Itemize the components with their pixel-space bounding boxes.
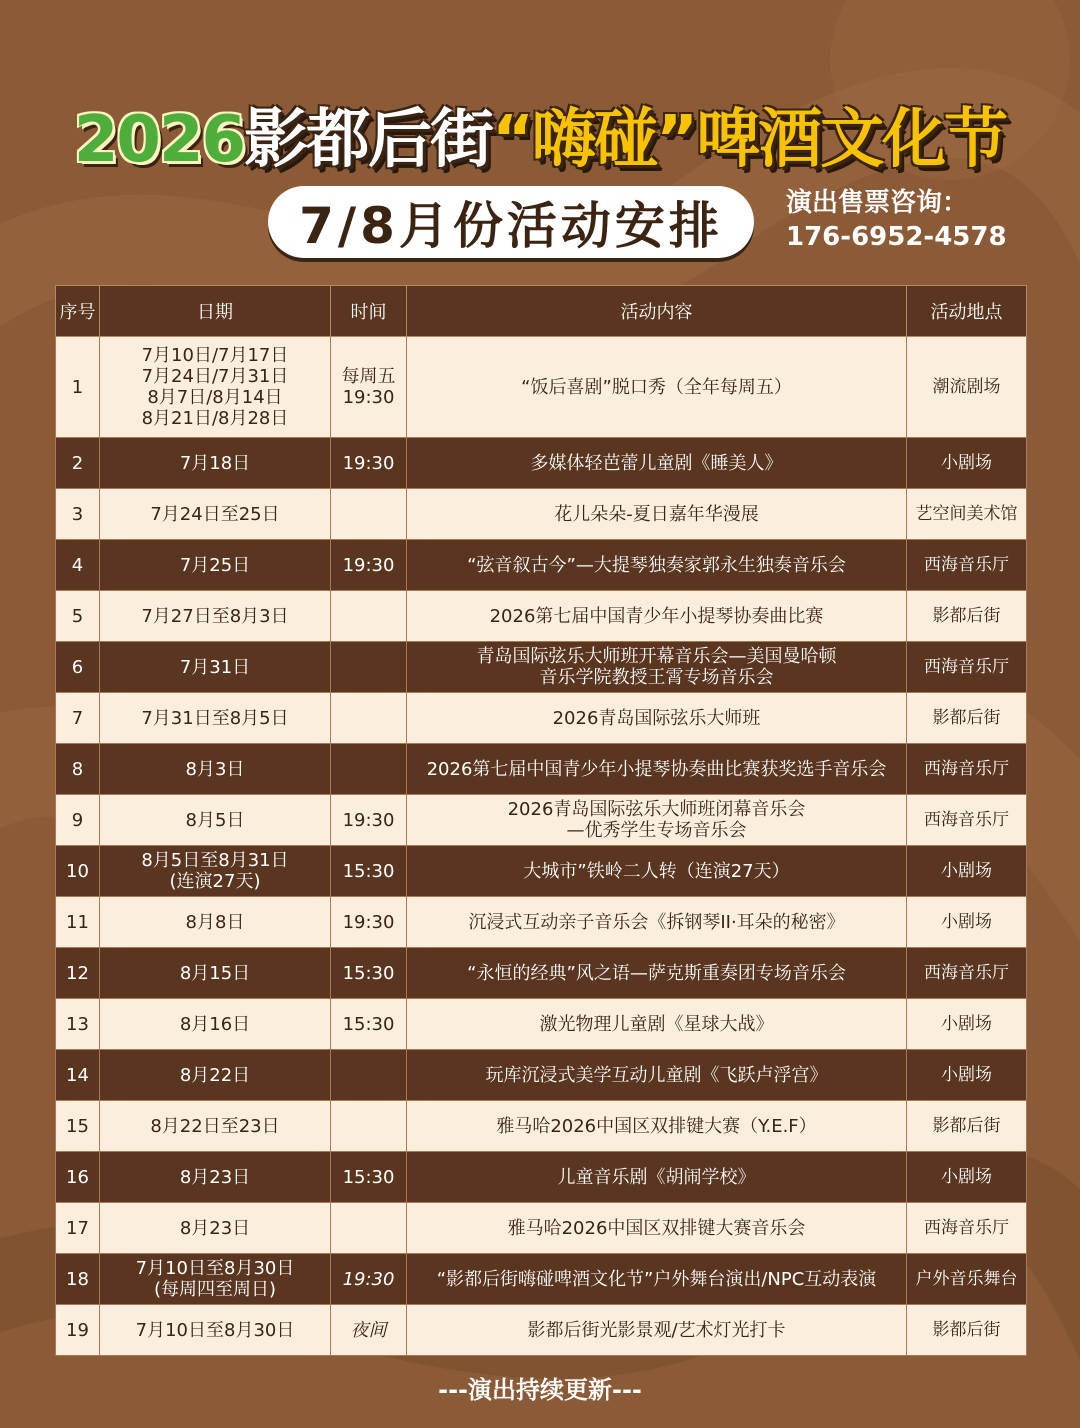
cell-date: 8月16日 <box>100 999 331 1050</box>
cell-no: 9 <box>56 795 100 846</box>
table-row <box>56 1152 1027 1203</box>
cell-venue: 艺空间美术馆 <box>907 489 1027 540</box>
cell-no: 6 <box>56 642 100 693</box>
cell-venue: 小剧场 <box>907 999 1027 1050</box>
cell-venue: 西海音乐厅 <box>907 948 1027 999</box>
cell-content: 影都后街光影景观/艺术灯光打卡 <box>407 1305 907 1356</box>
cell-no: 11 <box>56 897 100 948</box>
cell-date: 8月8日 <box>100 897 331 948</box>
cell-time <box>331 1203 407 1254</box>
table-row <box>56 337 1027 438</box>
cell-date: 7月31日 <box>100 642 331 693</box>
cell-no: 1 <box>56 337 100 438</box>
table-row <box>56 1050 1027 1101</box>
cell-content: 青岛国际弦乐大师班开幕音乐会—美国曼哈顿 音乐学院教授王霄专场音乐会 <box>407 642 907 693</box>
contact-label: 演出售票咨询： <box>786 188 969 218</box>
cell-content: 2026第七届中国青少年小提琴协奏曲比赛获奖选手音乐会 <box>407 744 907 795</box>
schedule-table <box>55 285 1027 1356</box>
cell-no: 19 <box>56 1305 100 1356</box>
cell-no: 17 <box>56 1203 100 1254</box>
cell-content: “饭后喜剧”脱口秀（全年每周五） <box>407 337 907 438</box>
cell-date: 7月24日至25日 <box>100 489 331 540</box>
cell-date: 8月23日 <box>100 1152 331 1203</box>
cell-content: 雅马哈2026中国区双排键大赛音乐会 <box>407 1203 907 1254</box>
cell-time <box>331 1101 407 1152</box>
cell-content: 2026第七届中国青少年小提琴协奏曲比赛 <box>407 591 907 642</box>
cell-date: 8月3日 <box>100 744 331 795</box>
header-date: 日期 <box>100 286 331 337</box>
title-part2: 啤酒文化节 <box>696 103 1007 177</box>
table-row <box>56 591 1027 642</box>
cell-venue: 影都后街 <box>907 1305 1027 1356</box>
cell-time <box>331 693 407 744</box>
title-part1: 影都后街 <box>244 103 492 177</box>
table-row <box>56 897 1027 948</box>
subtitle-banner <box>268 186 754 258</box>
cell-time <box>331 744 407 795</box>
table-row <box>56 846 1027 897</box>
contact-phone: 176-6952-4578 <box>786 222 1007 252</box>
cell-venue: 西海音乐厅 <box>907 540 1027 591</box>
cell-no: 13 <box>56 999 100 1050</box>
table-row <box>56 999 1027 1050</box>
cell-venue: 小剧场 <box>907 846 1027 897</box>
cell-date: 8月22日 <box>100 1050 331 1101</box>
header-time: 时间 <box>331 286 407 337</box>
table-row <box>56 438 1027 489</box>
cell-content: 玩库沉浸式美学互动儿童剧《飞跃卢浮宫》 <box>407 1050 907 1101</box>
cell-content: “影都后街嗨碰啤酒文化节”户外舞台演出/NPC互动表演 <box>407 1254 907 1305</box>
ticket-contact <box>786 186 1007 254</box>
poster-title <box>0 88 1080 180</box>
cell-content: 激光物理儿童剧《星球大战》 <box>407 999 907 1050</box>
cell-no: 2 <box>56 438 100 489</box>
table-row <box>56 1101 1027 1152</box>
cell-time: 15:30 <box>331 1152 407 1203</box>
cell-venue: 影都后街 <box>907 591 1027 642</box>
cell-venue: 影都后街 <box>907 693 1027 744</box>
cell-venue: 西海音乐厅 <box>907 744 1027 795</box>
cell-no: 5 <box>56 591 100 642</box>
cell-no: 4 <box>56 540 100 591</box>
table-row <box>56 948 1027 999</box>
title-quote: “嗨碰” <box>492 103 697 177</box>
cell-no: 3 <box>56 489 100 540</box>
cell-time: 15:30 <box>331 999 407 1050</box>
table-row <box>56 795 1027 846</box>
cell-date: 8月22日至23日 <box>100 1101 331 1152</box>
cell-time: 19:30 <box>331 897 407 948</box>
cell-content: 多媒体轻芭蕾儿童剧《睡美人》 <box>407 438 907 489</box>
cell-date: 7月27日至8月3日 <box>100 591 331 642</box>
cell-no: 14 <box>56 1050 100 1101</box>
table-row <box>56 693 1027 744</box>
cell-venue: 西海音乐厅 <box>907 642 1027 693</box>
cell-venue: 影都后街 <box>907 1101 1027 1152</box>
table-row <box>56 744 1027 795</box>
cell-content: 大城市”铁岭二人转（连演27天） <box>407 846 907 897</box>
cell-venue: 西海音乐厅 <box>907 1203 1027 1254</box>
cell-venue: 小剧场 <box>907 897 1027 948</box>
cell-time <box>331 1050 407 1101</box>
cell-date: 7月31日至8月5日 <box>100 693 331 744</box>
cell-time <box>331 591 407 642</box>
cell-date: 8月15日 <box>100 948 331 999</box>
table-row <box>56 489 1027 540</box>
cell-venue: 小剧场 <box>907 1050 1027 1101</box>
cell-venue: 西海音乐厅 <box>907 795 1027 846</box>
title-year: 2026 <box>73 103 244 177</box>
table-row <box>56 1203 1027 1254</box>
cell-time: 19:30 <box>331 1254 407 1305</box>
cell-time: 15:30 <box>331 846 407 897</box>
table-row <box>56 1305 1027 1356</box>
footer-note: ---演出持续更新--- <box>438 1376 642 1404</box>
cell-content: 花儿朵朵-夏日嘉年华漫展 <box>407 489 907 540</box>
cell-date: 8月5日 <box>100 795 331 846</box>
table-row <box>56 540 1027 591</box>
cell-no: 8 <box>56 744 100 795</box>
cell-date: 7月10日至8月30日 <box>100 1305 331 1356</box>
cell-date: 7月25日 <box>100 540 331 591</box>
cell-no: 16 <box>56 1152 100 1203</box>
cell-content: 儿童音乐剧《胡闹学校》 <box>407 1152 907 1203</box>
subtitle-text: 7/8月份活动安排 <box>299 197 723 255</box>
cell-content: 2026青岛国际弦乐大师班 <box>407 693 907 744</box>
cell-no: 7 <box>56 693 100 744</box>
cell-content: 雅马哈2026中国区双排键大赛（Y.E.F） <box>407 1101 907 1152</box>
cell-time <box>331 642 407 693</box>
cell-date: 7月18日 <box>100 438 331 489</box>
table-header-row <box>56 286 1027 337</box>
cell-content: 2026青岛国际弦乐大师班闭幕音乐会 —优秀学生专场音乐会 <box>407 795 907 846</box>
cell-venue: 潮流剧场 <box>907 337 1027 438</box>
cell-venue: 户外音乐舞台 <box>907 1254 1027 1305</box>
cell-no: 18 <box>56 1254 100 1305</box>
cell-no: 12 <box>56 948 100 999</box>
cell-no: 15 <box>56 1101 100 1152</box>
cell-time: 19:30 <box>331 795 407 846</box>
cell-no: 10 <box>56 846 100 897</box>
table-row <box>56 642 1027 693</box>
cell-time: 夜间 <box>331 1305 407 1356</box>
cell-date: 7月10日/7月17日 7月24日/7月31日 8月7日/8月14日 8月21日/8月28日 <box>100 337 331 438</box>
cell-content: 沉浸式互动亲子音乐会《拆钢琴II·耳朵的秘密》 <box>407 897 907 948</box>
cell-date: 7月10日至8月30日 (每周四至周日) <box>100 1254 331 1305</box>
cell-date: 8月5日至8月31日 (连演27天) <box>100 846 331 897</box>
cell-content: “永恒的经典”风之语—萨克斯重奏团专场音乐会 <box>407 948 907 999</box>
cell-venue: 小剧场 <box>907 1152 1027 1203</box>
cell-venue: 小剧场 <box>907 438 1027 489</box>
cell-time <box>331 489 407 540</box>
header-venue: 活动地点 <box>907 286 1027 337</box>
cell-time: 19:30 <box>331 540 407 591</box>
cell-time: 每周五 19:30 <box>331 337 407 438</box>
cell-content: “弦音叙古今”—大提琴独奏家郭永生独奏音乐会 <box>407 540 907 591</box>
table-row <box>56 1254 1027 1305</box>
cell-time: 15:30 <box>331 948 407 999</box>
header-content: 活动内容 <box>407 286 907 337</box>
cell-date: 8月23日 <box>100 1203 331 1254</box>
cell-time: 19:30 <box>331 438 407 489</box>
header-no: 序号 <box>56 286 100 337</box>
